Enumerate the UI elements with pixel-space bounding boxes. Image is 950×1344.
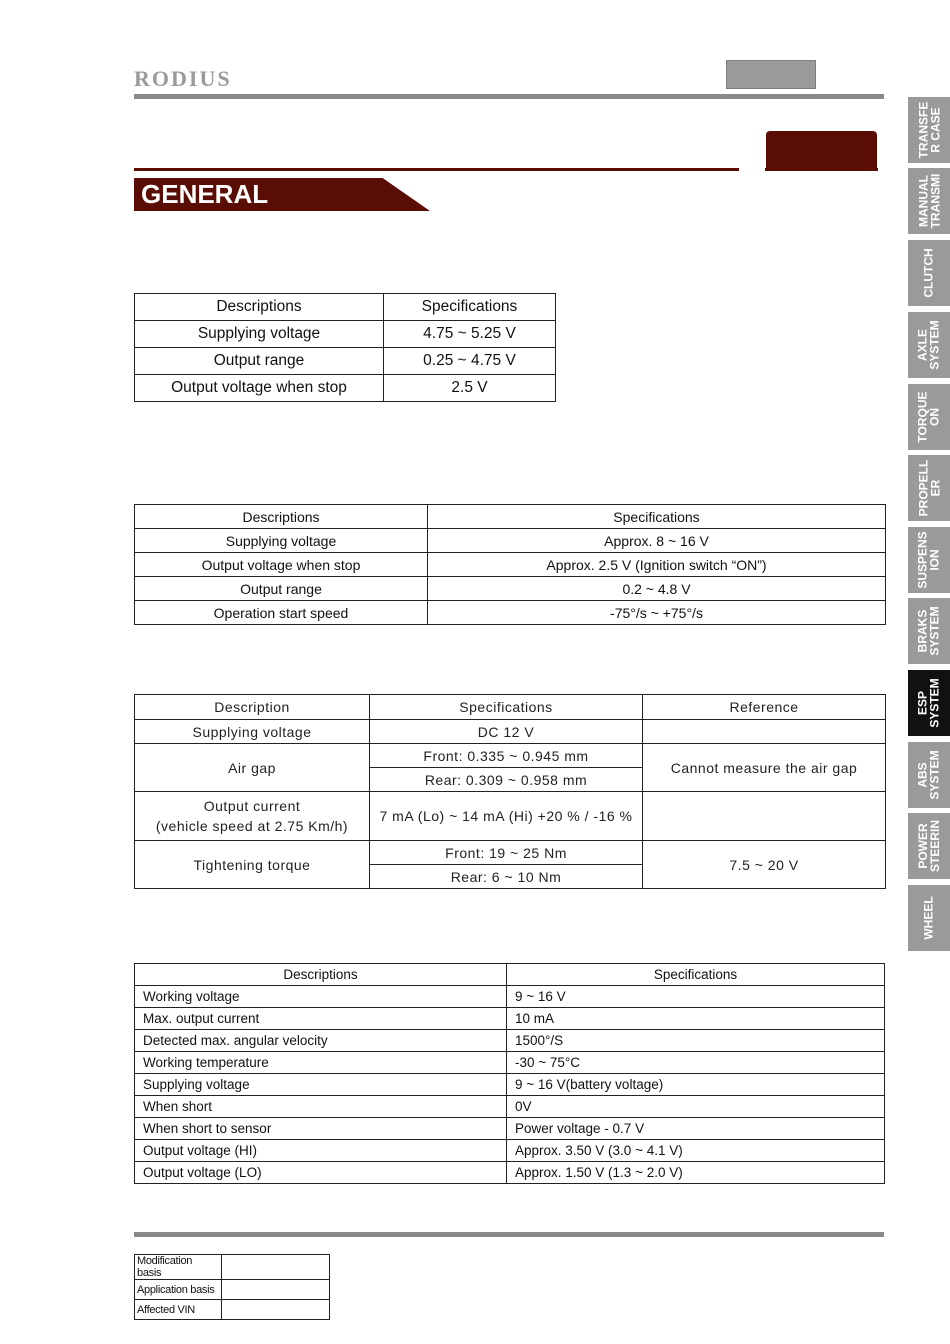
- spec-table-3: [134, 694, 886, 889]
- table-row: [135, 1052, 885, 1074]
- table-cell: Approx. 8 ~ 16 V: [428, 529, 886, 553]
- table-header-row: [135, 695, 886, 720]
- table-cell: Tightening torque: [135, 841, 370, 889]
- footer-label: Application basis: [135, 1280, 222, 1300]
- side-tab-manual-transmission[interactable]: [908, 168, 950, 234]
- side-tab-esp-system[interactable]: [908, 670, 950, 736]
- table-cell: Supplying voltage: [135, 529, 428, 553]
- table-cell: 0.2 ~ 4.8 V: [428, 577, 886, 601]
- table-cell: Supplying voltage: [135, 720, 370, 744]
- table-row: [135, 1300, 330, 1320]
- table-cell: Rear: 6 ~ 10 Nm: [370, 865, 643, 889]
- footer-value: [222, 1280, 330, 1300]
- table-header: Specifications: [370, 695, 643, 720]
- table-cell: [135, 792, 370, 841]
- table-row: [135, 720, 886, 744]
- table-row: [135, 1140, 885, 1162]
- table-row: [135, 1030, 885, 1052]
- table-cell: Output voltage when stop: [135, 553, 428, 577]
- side-tab-label: AXLE SYSTEM: [916, 320, 942, 370]
- section-rule-right: [765, 168, 878, 171]
- table-row: [135, 1162, 885, 1184]
- side-tab-wheel[interactable]: [908, 885, 950, 951]
- table-cell: Air gap: [135, 744, 370, 792]
- table-header: Specifications: [428, 505, 886, 529]
- footer-table: [134, 1254, 330, 1320]
- section-title: GENERAL: [141, 179, 269, 209]
- table-cell: 10 mA: [507, 1008, 885, 1030]
- side-tab-clutch[interactable]: [908, 240, 950, 306]
- side-tab-label: TRANSFE R CASE: [916, 101, 943, 159]
- table-row: [135, 1096, 885, 1118]
- table-cell: Power voltage - 0.7 V: [507, 1118, 885, 1140]
- table-header-row: [135, 294, 556, 321]
- table-header: Reference: [643, 695, 886, 720]
- table-row: [135, 529, 886, 553]
- table-row: [135, 601, 886, 625]
- side-tab-transfer-case[interactable]: [908, 97, 950, 163]
- side-tab-label: MANUAL TRANSMI: [916, 173, 943, 229]
- side-tab-propeller[interactable]: [908, 455, 950, 521]
- table-row: [135, 375, 556, 402]
- table-row: [135, 1280, 330, 1300]
- table-cell: Approx. 2.5 V (Ignition switch “ON”): [428, 553, 886, 577]
- side-tab-axle-system[interactable]: [908, 312, 950, 378]
- table-row: [135, 1118, 885, 1140]
- table-cell: [643, 792, 886, 841]
- table-row: [135, 792, 886, 841]
- side-tab-suspension[interactable]: [908, 527, 950, 593]
- table-row: [135, 986, 885, 1008]
- table-cell: Supplying voltage: [135, 1074, 507, 1096]
- table-header-row: [135, 964, 885, 986]
- table-cell: 4.75 ~ 5.25 V: [384, 321, 556, 348]
- side-tab-label: CLUTCH: [922, 248, 937, 298]
- table-cell: DC 12 V: [370, 720, 643, 744]
- table-header: Descriptions: [135, 294, 384, 321]
- table-cell: 9 ~ 16 V: [507, 986, 885, 1008]
- footer-value: [222, 1255, 330, 1280]
- table-cell: Approx. 1.50 V (1.3 ~ 2.0 V): [507, 1162, 885, 1184]
- table-row: [135, 1008, 885, 1030]
- header-gray-box: [726, 60, 816, 89]
- table-cell: Output voltage when stop: [135, 375, 384, 402]
- table-cell: 9 ~ 16 V(battery voltage): [507, 1074, 885, 1096]
- side-tab-label: BRAKS SYSTEM: [916, 606, 942, 656]
- table-cell: Working voltage: [135, 986, 507, 1008]
- table-header: Descriptions: [135, 964, 507, 986]
- chapter-tab: [766, 131, 877, 169]
- table-row: [135, 553, 886, 577]
- table-cell: [643, 720, 886, 744]
- table-cell: 1500°/S: [507, 1030, 885, 1052]
- side-tab-abs-system[interactable]: [908, 742, 950, 808]
- header-rule: [134, 94, 884, 99]
- output-current-condition: (vehicle speed at 2.75 Km/h): [155, 818, 349, 834]
- table-cell: Operation start speed: [135, 601, 428, 625]
- table-cell: -75°/s ~ +75°/s: [428, 601, 886, 625]
- side-tab-torque-on[interactable]: [908, 384, 950, 450]
- table-cell: Cannot measure the air gap: [643, 744, 886, 792]
- table-cell: 0V: [507, 1096, 885, 1118]
- side-tab-label: ESP SYSTEM: [916, 678, 942, 728]
- table-row: [135, 1074, 885, 1096]
- table-header: Specifications: [507, 964, 885, 986]
- table-cell: 2.5 V: [384, 375, 556, 402]
- spec-table-1: [134, 293, 556, 402]
- table-row: [135, 1255, 330, 1280]
- table-cell: Working temperature: [135, 1052, 507, 1074]
- table-row: [135, 348, 556, 375]
- table-cell: Output range: [135, 348, 384, 375]
- table-cell: 0.25 ~ 4.75 V: [384, 348, 556, 375]
- table-cell: Output voltage (LO): [135, 1162, 507, 1184]
- table-cell: Output range: [135, 577, 428, 601]
- table-cell: Detected max. angular velocity: [135, 1030, 507, 1052]
- side-tab-power-steering[interactable]: [908, 813, 950, 879]
- footer-label: Modification basis: [135, 1255, 222, 1280]
- table-header-row: [135, 505, 886, 529]
- table-row: [135, 841, 886, 865]
- table-cell: Front: 19 ~ 25 Nm: [370, 841, 643, 865]
- table-header: Specifications: [384, 294, 556, 321]
- table-cell: Approx. 3.50 V (3.0 ~ 4.1 V): [507, 1140, 885, 1162]
- table-cell: Rear: 0.309 ~ 0.958 mm: [370, 768, 643, 792]
- table-row: [135, 321, 556, 348]
- table-header: Description: [135, 695, 370, 720]
- spec-table-2: [134, 504, 886, 625]
- table-cell: Supplying voltage: [135, 321, 384, 348]
- table-cell: -30 ~ 75°C: [507, 1052, 885, 1074]
- table-cell: 7 mA (Lo) ~ 14 mA (Hi) +20 % / -16 %: [370, 792, 643, 841]
- table-cell: Output voltage (HI): [135, 1140, 507, 1162]
- side-tab-label: POWER STEERIN: [916, 819, 943, 873]
- table-row: [135, 577, 886, 601]
- side-tab-label: WHEEL: [922, 896, 936, 940]
- side-tab-label: PROPELL ER: [916, 459, 943, 517]
- table-cell: 7.5 ~ 20 V: [643, 841, 886, 889]
- footer-rule: [134, 1232, 884, 1237]
- footer-label: Affected VIN: [135, 1300, 222, 1320]
- output-current-label: Output current: [203, 798, 301, 814]
- table-cell: When short: [135, 1096, 507, 1118]
- footer-value: [222, 1300, 330, 1320]
- table-cell: Front: 0.335 ~ 0.945 mm: [370, 744, 643, 768]
- table-cell: Max. output current: [135, 1008, 507, 1030]
- side-tab-label: ABS SYSTEM: [916, 750, 942, 800]
- section-rule: [134, 168, 739, 171]
- side-tab-brake-system[interactable]: [908, 598, 950, 664]
- spec-table-4: [134, 963, 885, 1184]
- table-header: Descriptions: [135, 505, 428, 529]
- brand-logo: RODIUS: [134, 66, 232, 91]
- table-row: [135, 744, 886, 768]
- side-tab-label: TORQUE ON: [916, 391, 942, 443]
- side-tab-label: SUSPENS ION: [916, 531, 943, 589]
- table-cell: When short to sensor: [135, 1118, 507, 1140]
